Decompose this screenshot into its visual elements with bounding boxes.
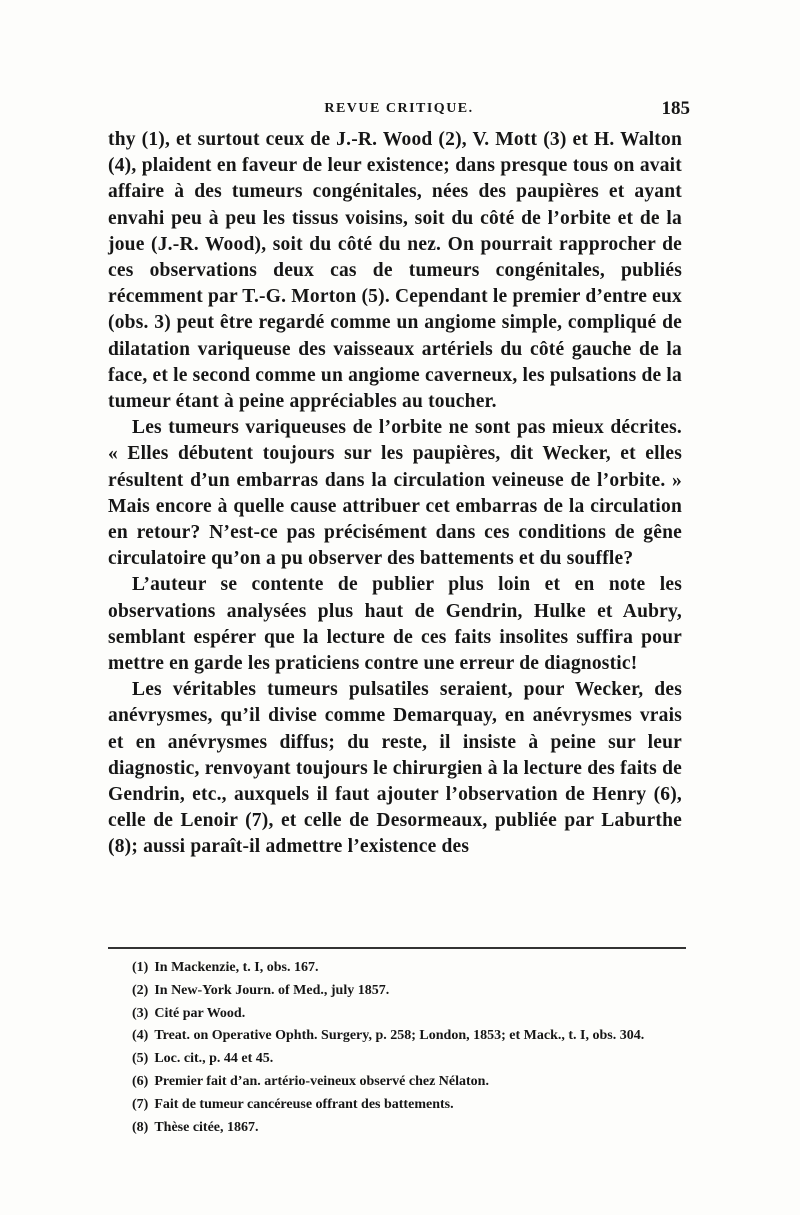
footnote [132,1117,688,1140]
footnote-text: Thèse citée, 1867. [154,1119,259,1135]
paragraph: L’auteur se contente de publier plus loin et en note les observations analysées plus haut de Gendrin, Hulke et Aubry, semblant espérer que la lecture de ces faits insolites suffira pour mettre en garde les praticiens contre une erreur de diagnostic! [108,574,682,675]
footnote-text: In Mackenzie, t. I, obs. 167. [154,960,319,975]
footnote [132,1003,688,1026]
footnote [132,1025,688,1048]
footnote-number: (6) [132,1073,149,1089]
footnote-number: (2) [132,982,149,998]
page-number: 185 [661,98,690,119]
footnote-text: Loc. cit., p. 44 et 45. [154,1051,274,1067]
footnote [132,957,688,980]
footnotes [132,957,688,1139]
footnote-text: Treat. on Operative Ophth. Surgery, p. 258; London, 1853; et Mack., t. I, obs. 304. [154,1028,645,1044]
running-title: REVUE CRITIQUE. [324,101,474,116]
footnote-number: (3) [132,1005,149,1021]
footnote-divider [108,947,686,949]
body-text [108,127,682,861]
footnote-number: (5) [132,1051,149,1067]
footnote-number: (7) [132,1096,149,1112]
footnote [132,980,688,1003]
footnote [132,1048,688,1071]
footnote-number: (1) [132,960,149,975]
footnote-text: In New-York Journ. of Med., july 1857. [154,982,390,998]
footnote-text: Premier fait d’an. artério-veineux observé chez Nélaton. [154,1073,489,1089]
paragraph: Les tumeurs variqueuses de l’orbite ne sont pas mieux décrites. « Elles débutent toujours sur les paupières, dit Wecker, et elles résultent d’un embarras dans la circulation veineuse de l’orbite. » Mais encore à quelle cause attribuer cet embarras de la circulation en retour? N’est-ce pas précisément dans ces conditions de gêne circulatoire qu’on a pu observer des battements et du souffle? [108,417,682,570]
paragraph: Les véritables tumeurs pulsatiles seraient, pour Wecker, des anévrysmes, qu’il divise comme Demarquay, en anévrysmes vrais et en anévrysmes diffus; du reste, il insiste à peine sur leur diagnostic, renvoyant toujours le chirurgien à la lecture des faits de Gendrin, etc., auxquels il faut ajouter l’observation de Henry (6), celle de Lenoir (7), et celle de Desormeaux, publiée par Laburthe (8); aussi paraît-il admettre l’existence des [108,679,682,858]
paragraph: thy (1), et surtout ceux de J.-R. Wood (2), V. Mott (3) et H. Walton (4), plaident en faveur de leur existence; dans presque tous on avait affaire à des tumeurs congénitales, nées des paupières et ayant envahi peu à peu les tissus voisins, soit du côté de l’orbite et de la joue (J.-R. Wood), soit du côté du nez. On pourrait rapprocher de ces observations deux cas de tumeurs congénitales, publiés récemment par T.-G. Morton (5). Cependant le premier d’entre eux (obs. 3) peut être regardé comme un angiome simple, compliqué de dilatation variqueuse des vaisseaux artériels du côté gauche de la face, et le second comme un angiome caverneux, les pulsations de la tumeur étant à peine appréciables au toucher. [108,129,682,413]
footnote-text: Fait de tumeur cancéreuse offrant des battements. [154,1096,454,1112]
footnote [132,1071,688,1094]
running-head [108,98,690,125]
footnote [132,1094,688,1117]
footnote-number: (4) [132,1028,149,1044]
footnote-number: (8) [132,1119,149,1135]
footnote-text: Cité par Wood. [154,1005,246,1021]
